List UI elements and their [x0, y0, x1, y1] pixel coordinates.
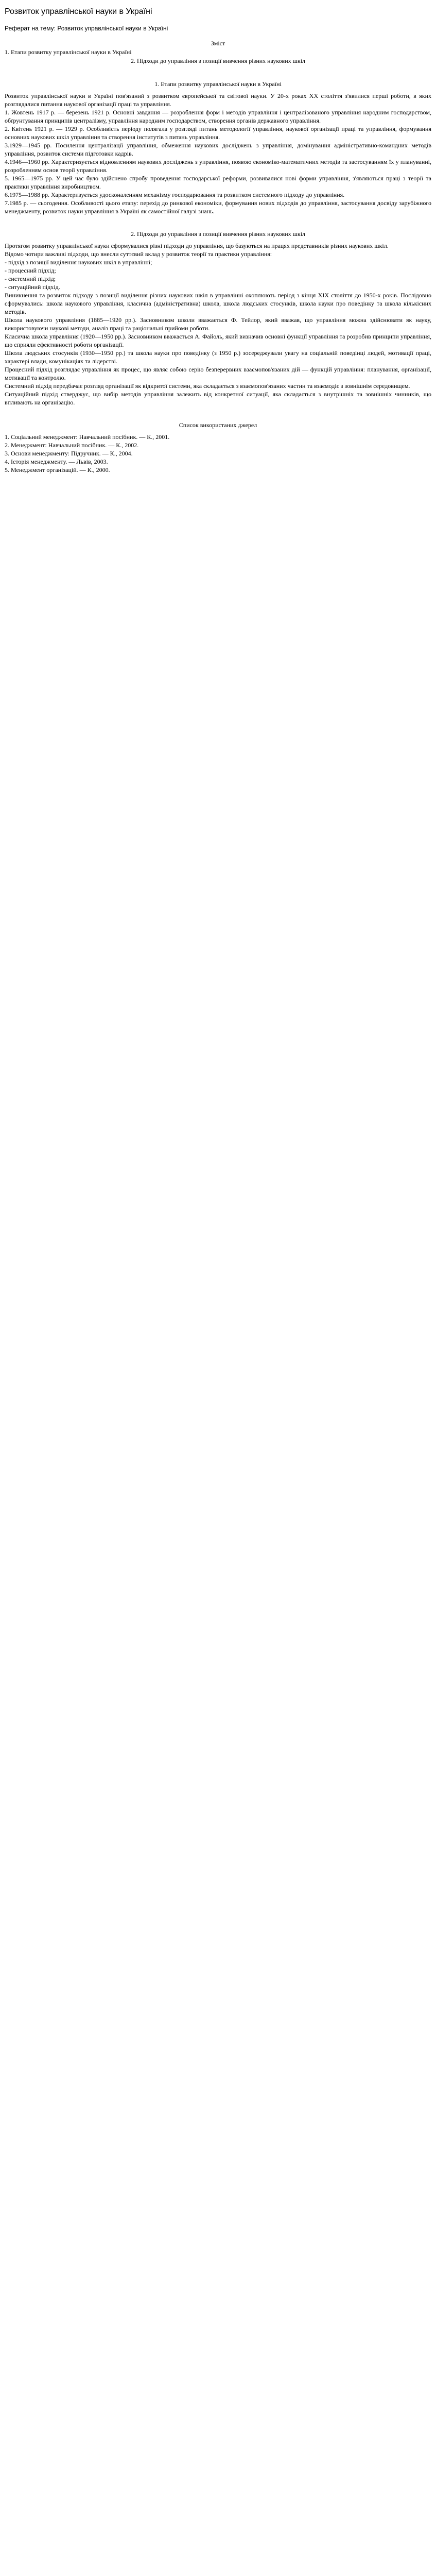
toc-item: 2. Підходи до управління з позиції вивчення різних наукових шкіл: [130, 57, 306, 64]
list-item: - ситуаційний підхід.: [5, 283, 60, 291]
paragraph: 2. Квітень 1921 р. — 1929 р. Особливість періоду полягала у розгляді питань методології управління, наукової організації праці та управління, формування основних наукових шкіл управління та створення інститутів з питань управління.: [5, 125, 431, 141]
document-page: [0, 7, 436, 474]
reference-item: 5. Менеджмент організацій. — К., 2000.: [5, 466, 110, 473]
section-heading: 2. Підходи до управління з позиції вивчення різних наукових шкіл: [130, 230, 306, 238]
reference-item: 1. Соціальний менеджмент: Навчальний посібник. — К., 2001.: [5, 433, 170, 440]
document-title: Розвиток управлінської науки в Україні: [5, 7, 152, 16]
reference-item: 3. Основи менеджменту: Підручник. — К., 2004.: [5, 450, 133, 457]
reference-item: 2. Менеджмент: Навчальний посібник. — К., 2002.: [5, 442, 139, 449]
paragraph: Відомо чотири важливі підходи, що внесли суттєвий вклад у розвиток теорії та практики управління:: [5, 250, 272, 258]
paragraph: 1. Жовтень 1917 р. — березень 1921 р. Основні завдання — розроблення форм і методів управління і централізованого управління народним господарством, обґрунтування принципів централізму, управління народним господарством, створення органів державного управління.: [5, 109, 431, 124]
paragraph: Школа людських стосунків (1930—1950 рр.) та школа науки про поведінку (з 1950 р.) зосереджували увагу на соціальній поведінці людей, мотивації праці, характері влади, комунікаціях та лідерстві.: [5, 349, 431, 365]
document-subtitle: Реферат на тему: Розвиток управлінської науки в Україні: [5, 25, 168, 32]
references-heading: Список використаних джерел: [179, 421, 257, 429]
section-body: [0, 92, 436, 215]
paragraph: 4.1946—1960 рр. Характеризується відновленням наукових досліджень з управління, появою економіко-математичних методів та застосуванням їх у плануванні, розробленням основ теорії управління.: [5, 158, 431, 174]
reference-item: 4. Історія менеджменту. — Львів, 2003.: [5, 458, 108, 465]
paragraph: Протягом розвитку управлінської науки сформувалися різні підходи до управління, що базуються на працях представників різних наукових шкіл.: [5, 242, 389, 249]
section-heading: 1. Етапи розвитку управлінської науки в Україні: [154, 80, 282, 88]
section-body: [0, 242, 436, 406]
paragraph: 5. 1965—1975 рр. У цей час було здійснено спробу проведення господарської реформи, розвивалися нові форми управління, з'являються праці з теорії та практики управління виробництвом.: [5, 175, 431, 190]
paragraph: 6.1975—1988 рр. Характеризується удосконаленням механізму господарювання та розвитком системного підходу до управління.: [5, 191, 345, 198]
paragraph: Ситуаційний підхід стверджує, що вибір методів управління залежить від конкретної ситуації, яка складається з внутрішніх та зовнішніх чинників, що впливають на організацію.: [5, 391, 431, 406]
list-item: - системний підхід;: [5, 275, 56, 282]
references-list: [0, 433, 436, 474]
paragraph: Виникнення та розвиток підходу з позиції виділення різних наукових шкіл в управлінні охоплюють період з кінця ХІХ століття до 1950-х років. Послідовно сформувались: школа наукового управління, класична (адміністративна) школа, школа людських стосунків, школа науки про поведінку та школа кількісних методів.: [5, 292, 431, 315]
paragraph: 3.1929—1945 рр. Посилення централізації управління, обмеження наукових досліджень з управління, домінування адміністративно-командних методів управління, розвиток системи підготовки кадрів.: [5, 142, 431, 157]
toc-item: 1. Етапи розвитку управлінської науки в Україні: [5, 48, 132, 56]
toc-heading: Зміст: [211, 40, 225, 47]
paragraph: Класична школа управління (1920—1950 рр.). Засновником вважається А. Файоль, який визначив основні функції управління та розробив принципи управління, що сприяли ефективності роботи організації.: [5, 333, 431, 348]
list-item: - процесний підхід;: [5, 267, 56, 274]
paragraph: Процесний підхід розглядає управління як процес, що являє собою серію безперервних взаємопов'язаних дій — функцій управління: планування, організації, мотивації та контролю.: [5, 366, 431, 381]
paragraph: 7.1985 р. — сьогодення. Особливості цього етапу: перехід до ринкової економіки, формування нових підходів до управління, застосування досвіду зарубіжного менеджменту, розвиток науки управління в Україні як самостійної галузі знань.: [5, 199, 431, 215]
paragraph: Системний підхід передбачає розгляд організації як відкритої системи, яка складається з взаємопов'язаних частин та взаємодіє з зовнішнім середовищем.: [5, 382, 410, 389]
paragraph: Школа наукового управління (1885—1920 рр.). Засновником школи вважається Ф. Тейлор, який вважав, що управління можна здійснювати як науку, використовуючи наукові методи, аналіз праці та раціональні прийоми роботи.: [5, 316, 431, 332]
list-item: - підхід з позиції виділення наукових шкіл в управлінні;: [5, 259, 152, 266]
paragraph: Розвиток управлінської науки в Україні пов'язаний з розвитком європейської та світової науки. У 20-х роках ХХ століття з'явилися перші роботи, в яких розглядалися питання наукової організації праці та управління.: [5, 92, 431, 108]
